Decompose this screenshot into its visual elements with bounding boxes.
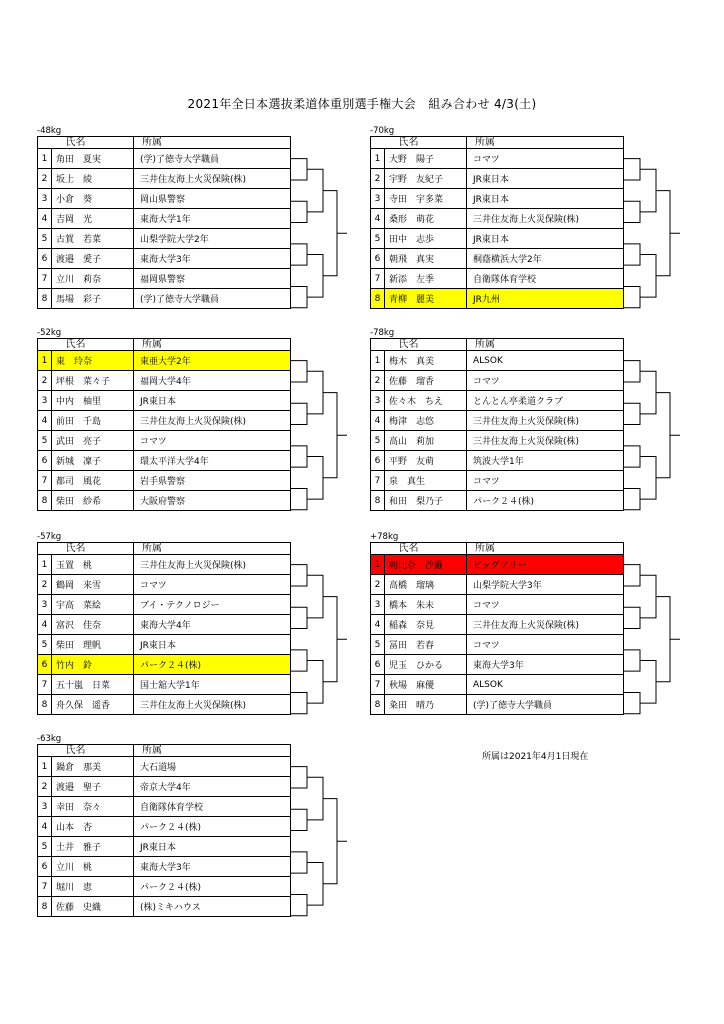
athlete-affiliation: 三井住友海上火災保険(株)	[134, 411, 291, 431]
athlete-affiliation: パーク２４(株)	[134, 655, 291, 675]
athlete-name: 新添 左季	[385, 269, 467, 289]
header-name: 氏名	[385, 137, 467, 149]
athlete-affiliation: 東海大学3年	[134, 857, 291, 877]
weight-category: -57kg	[37, 532, 62, 542]
seed-number: 6	[371, 249, 385, 269]
athlete-name: 山本 杏	[52, 817, 134, 837]
seed-number: 3	[38, 391, 52, 411]
weight-category: +78kg	[370, 532, 399, 542]
header-affiliation: 所属	[467, 543, 624, 555]
seed-number: 4	[38, 615, 52, 635]
athlete-name: 柴田 理帆	[52, 635, 134, 655]
header-affiliation: 所属	[134, 543, 291, 555]
seed-number: 7	[371, 269, 385, 289]
athlete-name: 坂上 綾	[52, 169, 134, 189]
page-title: 2021年全日本選抜柔道体重別選手権大会 組み合わせ 4/3(土)	[187, 97, 537, 111]
seed-number: 1	[371, 149, 385, 169]
athlete-name: 角田 夏実	[52, 149, 134, 169]
athlete-name: 朝飛 真実	[385, 249, 467, 269]
athlete-name: 立川 莉奈	[52, 269, 134, 289]
athlete-name: 佐々木 ちえ	[385, 391, 467, 411]
athlete-name: 大野 陽子	[385, 149, 467, 169]
athlete-affiliation: 三井住友海上火災保険(株)	[134, 169, 291, 189]
athlete-affiliation: 大阪府警察	[134, 491, 291, 511]
athlete-affiliation: ALSOK	[467, 351, 624, 371]
athlete-affiliation: コマツ	[134, 575, 291, 595]
header-affiliation: 所属	[467, 339, 624, 351]
athlete-affiliation: JR東日本	[467, 189, 624, 209]
athlete-affiliation: コマツ	[467, 635, 624, 655]
seed-number: 2	[38, 169, 52, 189]
seed-number: 6	[38, 249, 52, 269]
bracket-minus48kg	[37, 126, 347, 322]
athlete-name: 鍋倉 那美	[52, 757, 134, 777]
seed-number: 8	[371, 491, 385, 511]
affiliation-note: 所属は2021年4月1日現在	[482, 752, 589, 762]
athlete-name: 坪根 菜々子	[52, 371, 134, 391]
seed-number: 5	[38, 229, 52, 249]
seed-number: 2	[38, 575, 52, 595]
athlete-name: 粂田 晴乃	[385, 695, 467, 715]
athlete-affiliation: JR九州	[467, 289, 624, 309]
seed-number: 2	[371, 575, 385, 595]
athlete-affiliation: (株)ミキハウス	[134, 897, 291, 917]
athlete-affiliation: 桐蔭横浜大学2年	[467, 249, 624, 269]
header-affiliation: 所属	[134, 339, 291, 351]
seed-number: 8	[371, 695, 385, 715]
athlete-name: 都司 風花	[52, 471, 134, 491]
athlete-name: 幸田 奈々	[52, 797, 134, 817]
athlete-affiliation: ALSOK	[467, 675, 624, 695]
seed-number: 3	[38, 797, 52, 817]
athlete-affiliation: コマツ	[467, 371, 624, 391]
athlete-name: 吉岡 光	[52, 209, 134, 229]
seed-number: 4	[371, 615, 385, 635]
bracket-lines	[370, 532, 680, 728]
seed-number: 8	[38, 695, 52, 715]
seed-number: 7	[38, 471, 52, 491]
athlete-affiliation: 三井住友海上火災保険(株)	[467, 411, 624, 431]
weight-category: -52kg	[37, 328, 62, 338]
header-name: 氏名	[52, 745, 134, 757]
bracket-plus78kg	[370, 532, 680, 728]
athlete-name: 竹内 鈴	[52, 655, 134, 675]
athlete-affiliation: JR東日本	[467, 169, 624, 189]
bracket-lines	[370, 126, 680, 322]
athlete-affiliation: (学)了徳寺大学職員	[134, 289, 291, 309]
athlete-name: 舟久保 遥香	[52, 695, 134, 715]
seed-number: 5	[371, 635, 385, 655]
header-affiliation: 所属	[134, 745, 291, 757]
bracket-lines	[37, 328, 347, 524]
seed-number: 8	[38, 289, 52, 309]
athlete-name: 柴田 紗希	[52, 491, 134, 511]
seed-number: 8	[38, 491, 52, 511]
athlete-affiliation: 福岡大学4年	[134, 371, 291, 391]
athlete-affiliation: とんとん亭柔道クラブ	[467, 391, 624, 411]
weight-category: -78kg	[370, 328, 395, 338]
bracket-minus70kg	[370, 126, 680, 322]
athlete-name: 東 玲奈	[52, 351, 134, 371]
seed-number: 8	[38, 897, 52, 917]
athlete-affiliation: 東海大学3年	[134, 249, 291, 269]
seed-number: 5	[38, 431, 52, 451]
athlete-name: 武田 亮子	[52, 431, 134, 451]
seed-number: 3	[371, 391, 385, 411]
athlete-name: 宇野 友紀子	[385, 169, 467, 189]
athlete-name: 新城 凜子	[52, 451, 134, 471]
seed-number: 2	[371, 371, 385, 391]
seed-number: 1	[38, 555, 52, 575]
seed-number: 5	[38, 837, 52, 857]
athlete-affiliation: コマツ	[467, 595, 624, 615]
bracket-path	[623, 159, 680, 308]
seed-number: 8	[371, 289, 385, 309]
seed-number: 5	[371, 431, 385, 451]
seed-number: 4	[38, 411, 52, 431]
bracket-minus57kg	[37, 532, 347, 728]
athlete-affiliation: 山梨学院大学3年	[467, 575, 624, 595]
bracket-minus63kg	[37, 734, 347, 930]
seed-number: 4	[38, 817, 52, 837]
athlete-affiliation: 岡山県警察	[134, 189, 291, 209]
seed-number: 2	[371, 169, 385, 189]
athlete-name: 高山 莉加	[385, 431, 467, 451]
athlete-affiliation: 三井住友海上火災保険(株)	[467, 615, 624, 635]
bracket-path	[623, 565, 680, 714]
seed-number: 1	[38, 149, 52, 169]
athlete-affiliation: 三井住友海上火災保険(株)	[134, 695, 291, 715]
weight-category: -70kg	[370, 126, 395, 136]
bracket-lines	[370, 328, 680, 524]
header-name: 氏名	[52, 137, 134, 149]
athlete-name: 宇高 菜絵	[52, 595, 134, 615]
athlete-affiliation: 東亜大学2年	[134, 351, 291, 371]
athlete-name: 和田 梨乃子	[385, 491, 467, 511]
seed-number: 3	[371, 595, 385, 615]
seed-number: 6	[38, 857, 52, 877]
athlete-name: 青柳 麗美	[385, 289, 467, 309]
athlete-affiliation: (学)了徳寺大学職員	[134, 149, 291, 169]
bracket-lines	[37, 126, 347, 322]
athlete-affiliation: JR東日本	[134, 837, 291, 857]
seed-number: 3	[371, 189, 385, 209]
seed-number: 5	[371, 229, 385, 249]
athlete-affiliation: (学)了徳寺大学職員	[467, 695, 624, 715]
athlete-name: 桑形 萌花	[385, 209, 467, 229]
header-affiliation: 所属	[134, 137, 291, 149]
seed-number: 4	[38, 209, 52, 229]
header-name: 氏名	[52, 543, 134, 555]
athlete-name: 立川 桃	[52, 857, 134, 877]
athlete-affiliation: 三井住友海上火災保険(株)	[134, 555, 291, 575]
athlete-name: 泉 真生	[385, 471, 467, 491]
athlete-name: 玉置 桃	[52, 555, 134, 575]
seed-number: 2	[38, 371, 52, 391]
bracket-path	[290, 767, 347, 916]
athlete-affiliation: 環太平洋大学4年	[134, 451, 291, 471]
athlete-name: 堀川 恵	[52, 877, 134, 897]
bracket-path	[290, 159, 347, 308]
seed-number: 5	[38, 635, 52, 655]
athlete-name: 佐藤 史織	[52, 897, 134, 917]
athlete-affiliation: JR東日本	[467, 229, 624, 249]
seed-number: 7	[38, 675, 52, 695]
bracket-minus78kg	[370, 328, 680, 524]
athlete-affiliation: 自衛隊体育学校	[134, 797, 291, 817]
athlete-name: 梅木 真美	[385, 351, 467, 371]
athlete-affiliation: 帝京大学4年	[134, 777, 291, 797]
athlete-affiliation: ブイ・テクノロジー	[134, 595, 291, 615]
athlete-name: 冨田 若春	[385, 635, 467, 655]
bracket-path	[290, 565, 347, 714]
seed-number: 4	[371, 411, 385, 431]
athlete-affiliation: 岩手県警察	[134, 471, 291, 491]
weight-category: -63kg	[37, 734, 62, 744]
athlete-name: 前田 千島	[52, 411, 134, 431]
athlete-name: 橋本 朱未	[385, 595, 467, 615]
seed-number: 7	[371, 675, 385, 695]
athlete-name: 古賀 若菜	[52, 229, 134, 249]
athlete-affiliation: コマツ	[134, 431, 291, 451]
bracket-path	[623, 361, 680, 510]
athlete-affiliation: 自衛隊体育学校	[467, 269, 624, 289]
bracket-lines	[37, 734, 347, 930]
athlete-affiliation: コマツ	[467, 149, 624, 169]
athlete-affiliation: 三井住友海上火災保険(株)	[467, 431, 624, 451]
athlete-affiliation: 東海大学4年	[134, 615, 291, 635]
header-name: 氏名	[385, 543, 467, 555]
athlete-name: 秋場 麻優	[385, 675, 467, 695]
athlete-name: 田中 志歩	[385, 229, 467, 249]
header-affiliation: 所属	[467, 137, 624, 149]
athlete-affiliation: 東海大学3年	[467, 655, 624, 675]
athlete-name: 朝比奈 沙羅	[385, 555, 467, 575]
athlete-affiliation: 福岡県警察	[134, 269, 291, 289]
athlete-affiliation: パーク２４(株)	[134, 877, 291, 897]
athlete-name: 平野 友萌	[385, 451, 467, 471]
athlete-affiliation: JR東日本	[134, 391, 291, 411]
seed-number: 7	[38, 877, 52, 897]
seed-number: 7	[38, 269, 52, 289]
athlete-affiliation: 国士舘大学1年	[134, 675, 291, 695]
athlete-affiliation: コマツ	[467, 471, 624, 491]
athlete-affiliation: パーク２４(株)	[134, 817, 291, 837]
athlete-affiliation: 山梨学院大学2年	[134, 229, 291, 249]
athlete-affiliation: JR東日本	[134, 635, 291, 655]
seed-number: 7	[371, 471, 385, 491]
athlete-name: 渡邉 愛子	[52, 249, 134, 269]
seed-number: 1	[371, 555, 385, 575]
seed-number: 2	[38, 777, 52, 797]
athlete-name: 小倉 葵	[52, 189, 134, 209]
seed-number: 6	[371, 655, 385, 675]
athlete-name: 高橋 瑠璃	[385, 575, 467, 595]
seed-number: 1	[38, 351, 52, 371]
seed-number: 6	[38, 655, 52, 675]
bracket-minus52kg	[37, 328, 347, 524]
athlete-affiliation: 三井住友海上火災保険(株)	[467, 209, 624, 229]
athlete-name: 五十嵐 日菜	[52, 675, 134, 695]
athlete-affiliation: 大石道場	[134, 757, 291, 777]
athlete-name: 児玉 ひかる	[385, 655, 467, 675]
athlete-name: 渡邉 聖子	[52, 777, 134, 797]
bracket-path	[290, 361, 347, 510]
athlete-name: 富沢 佳奈	[52, 615, 134, 635]
seed-number: 6	[371, 451, 385, 471]
athlete-name: 馬場 彩子	[52, 289, 134, 309]
athlete-name: 寺田 宇多菜	[385, 189, 467, 209]
athlete-name: 鶴岡 来雪	[52, 575, 134, 595]
athlete-name: 稲森 奈見	[385, 615, 467, 635]
seed-number: 3	[38, 595, 52, 615]
bracket-lines	[37, 532, 347, 728]
athlete-affiliation: 筑波大学1年	[467, 451, 624, 471]
seed-number: 6	[38, 451, 52, 471]
athlete-name: 梅津 志悠	[385, 411, 467, 431]
seed-number: 3	[38, 189, 52, 209]
header-name: 氏名	[385, 339, 467, 351]
seed-number: 1	[38, 757, 52, 777]
athlete-name: 佐藤 瑠香	[385, 371, 467, 391]
weight-category: -48kg	[37, 126, 62, 136]
athlete-affiliation: 東海大学1年	[134, 209, 291, 229]
athlete-name: 中内 柚里	[52, 391, 134, 411]
seed-number: 4	[371, 209, 385, 229]
athlete-affiliation: パーク２４(株)	[467, 491, 624, 511]
header-name: 氏名	[52, 339, 134, 351]
athlete-affiliation: ビッグツリー	[467, 555, 624, 575]
athlete-name: 土井 雅子	[52, 837, 134, 857]
seed-number: 1	[371, 351, 385, 371]
